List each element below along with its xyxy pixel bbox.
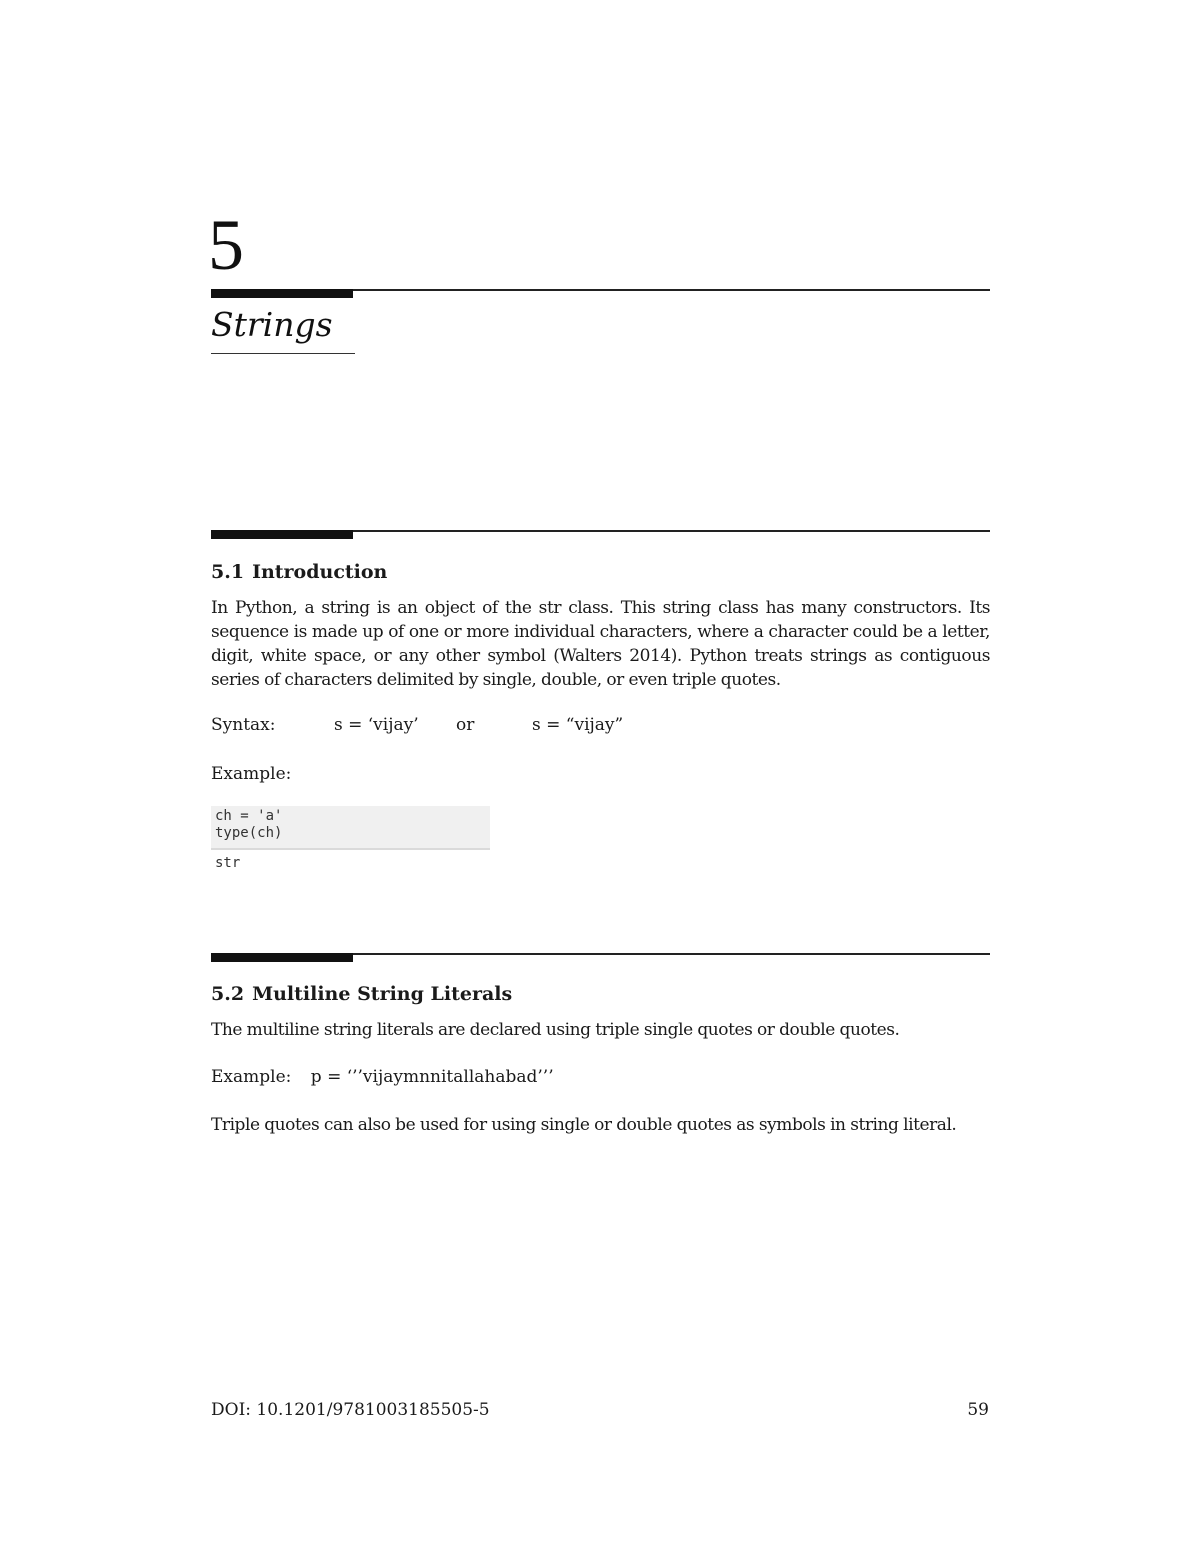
section-rule-accent bbox=[211, 530, 353, 539]
section-title: Introduction bbox=[252, 561, 388, 583]
intro-paragraph: In Python, a string is an object of the str class. This string class has many constructors. Its sequence is made up of one or more individual characters, where a character could be a letter, digit, white space, or any other symbol (Walters 2014). Python treats strings as contiguous series of characters delimited by single, double, or even triple quotes. bbox=[211, 598, 990, 690]
syntax-form-double: s = “vijay” bbox=[532, 715, 624, 735]
chapter-title: Strings bbox=[211, 305, 333, 344]
multiline-paragraph: The multiline string literals are declared using triple single quotes or double quotes. bbox=[211, 1020, 900, 1040]
syntax-label: Syntax: bbox=[211, 715, 276, 735]
example-code: p = ‘’’vijaymnnitallahabad’’’ bbox=[310, 1067, 554, 1087]
code-line: type(ch) bbox=[215, 825, 283, 841]
section-number: 5.2 bbox=[211, 983, 245, 1005]
code-line: ch = 'a' bbox=[215, 808, 283, 824]
section-heading bbox=[211, 981, 512, 1007]
page-number: 59 bbox=[967, 1400, 989, 1420]
chapter-rule-accent bbox=[211, 289, 353, 298]
code-input-cell bbox=[211, 806, 490, 850]
syntax-or: or bbox=[456, 715, 475, 735]
code-output: str bbox=[215, 855, 241, 871]
triple-quote-note: Triple quotes can also be used for using single or double quotes as symbols in string literal. bbox=[211, 1115, 957, 1135]
footer-doi: DOI: 10.1201/9781003185505-5 bbox=[211, 1400, 490, 1420]
section-title: Multiline String Literals bbox=[252, 983, 513, 1005]
syntax-form-single: s = ‘vijay’ bbox=[334, 715, 419, 735]
section-rule-accent bbox=[211, 953, 353, 962]
section-heading bbox=[211, 559, 387, 585]
example-label: Example: bbox=[211, 1067, 292, 1087]
section-number: 5.1 bbox=[211, 561, 245, 583]
multiline-example bbox=[211, 1065, 554, 1089]
chapter-number: 5 bbox=[208, 205, 244, 285]
example-label: Example: bbox=[211, 764, 292, 784]
chapter-title-underline bbox=[211, 353, 355, 354]
